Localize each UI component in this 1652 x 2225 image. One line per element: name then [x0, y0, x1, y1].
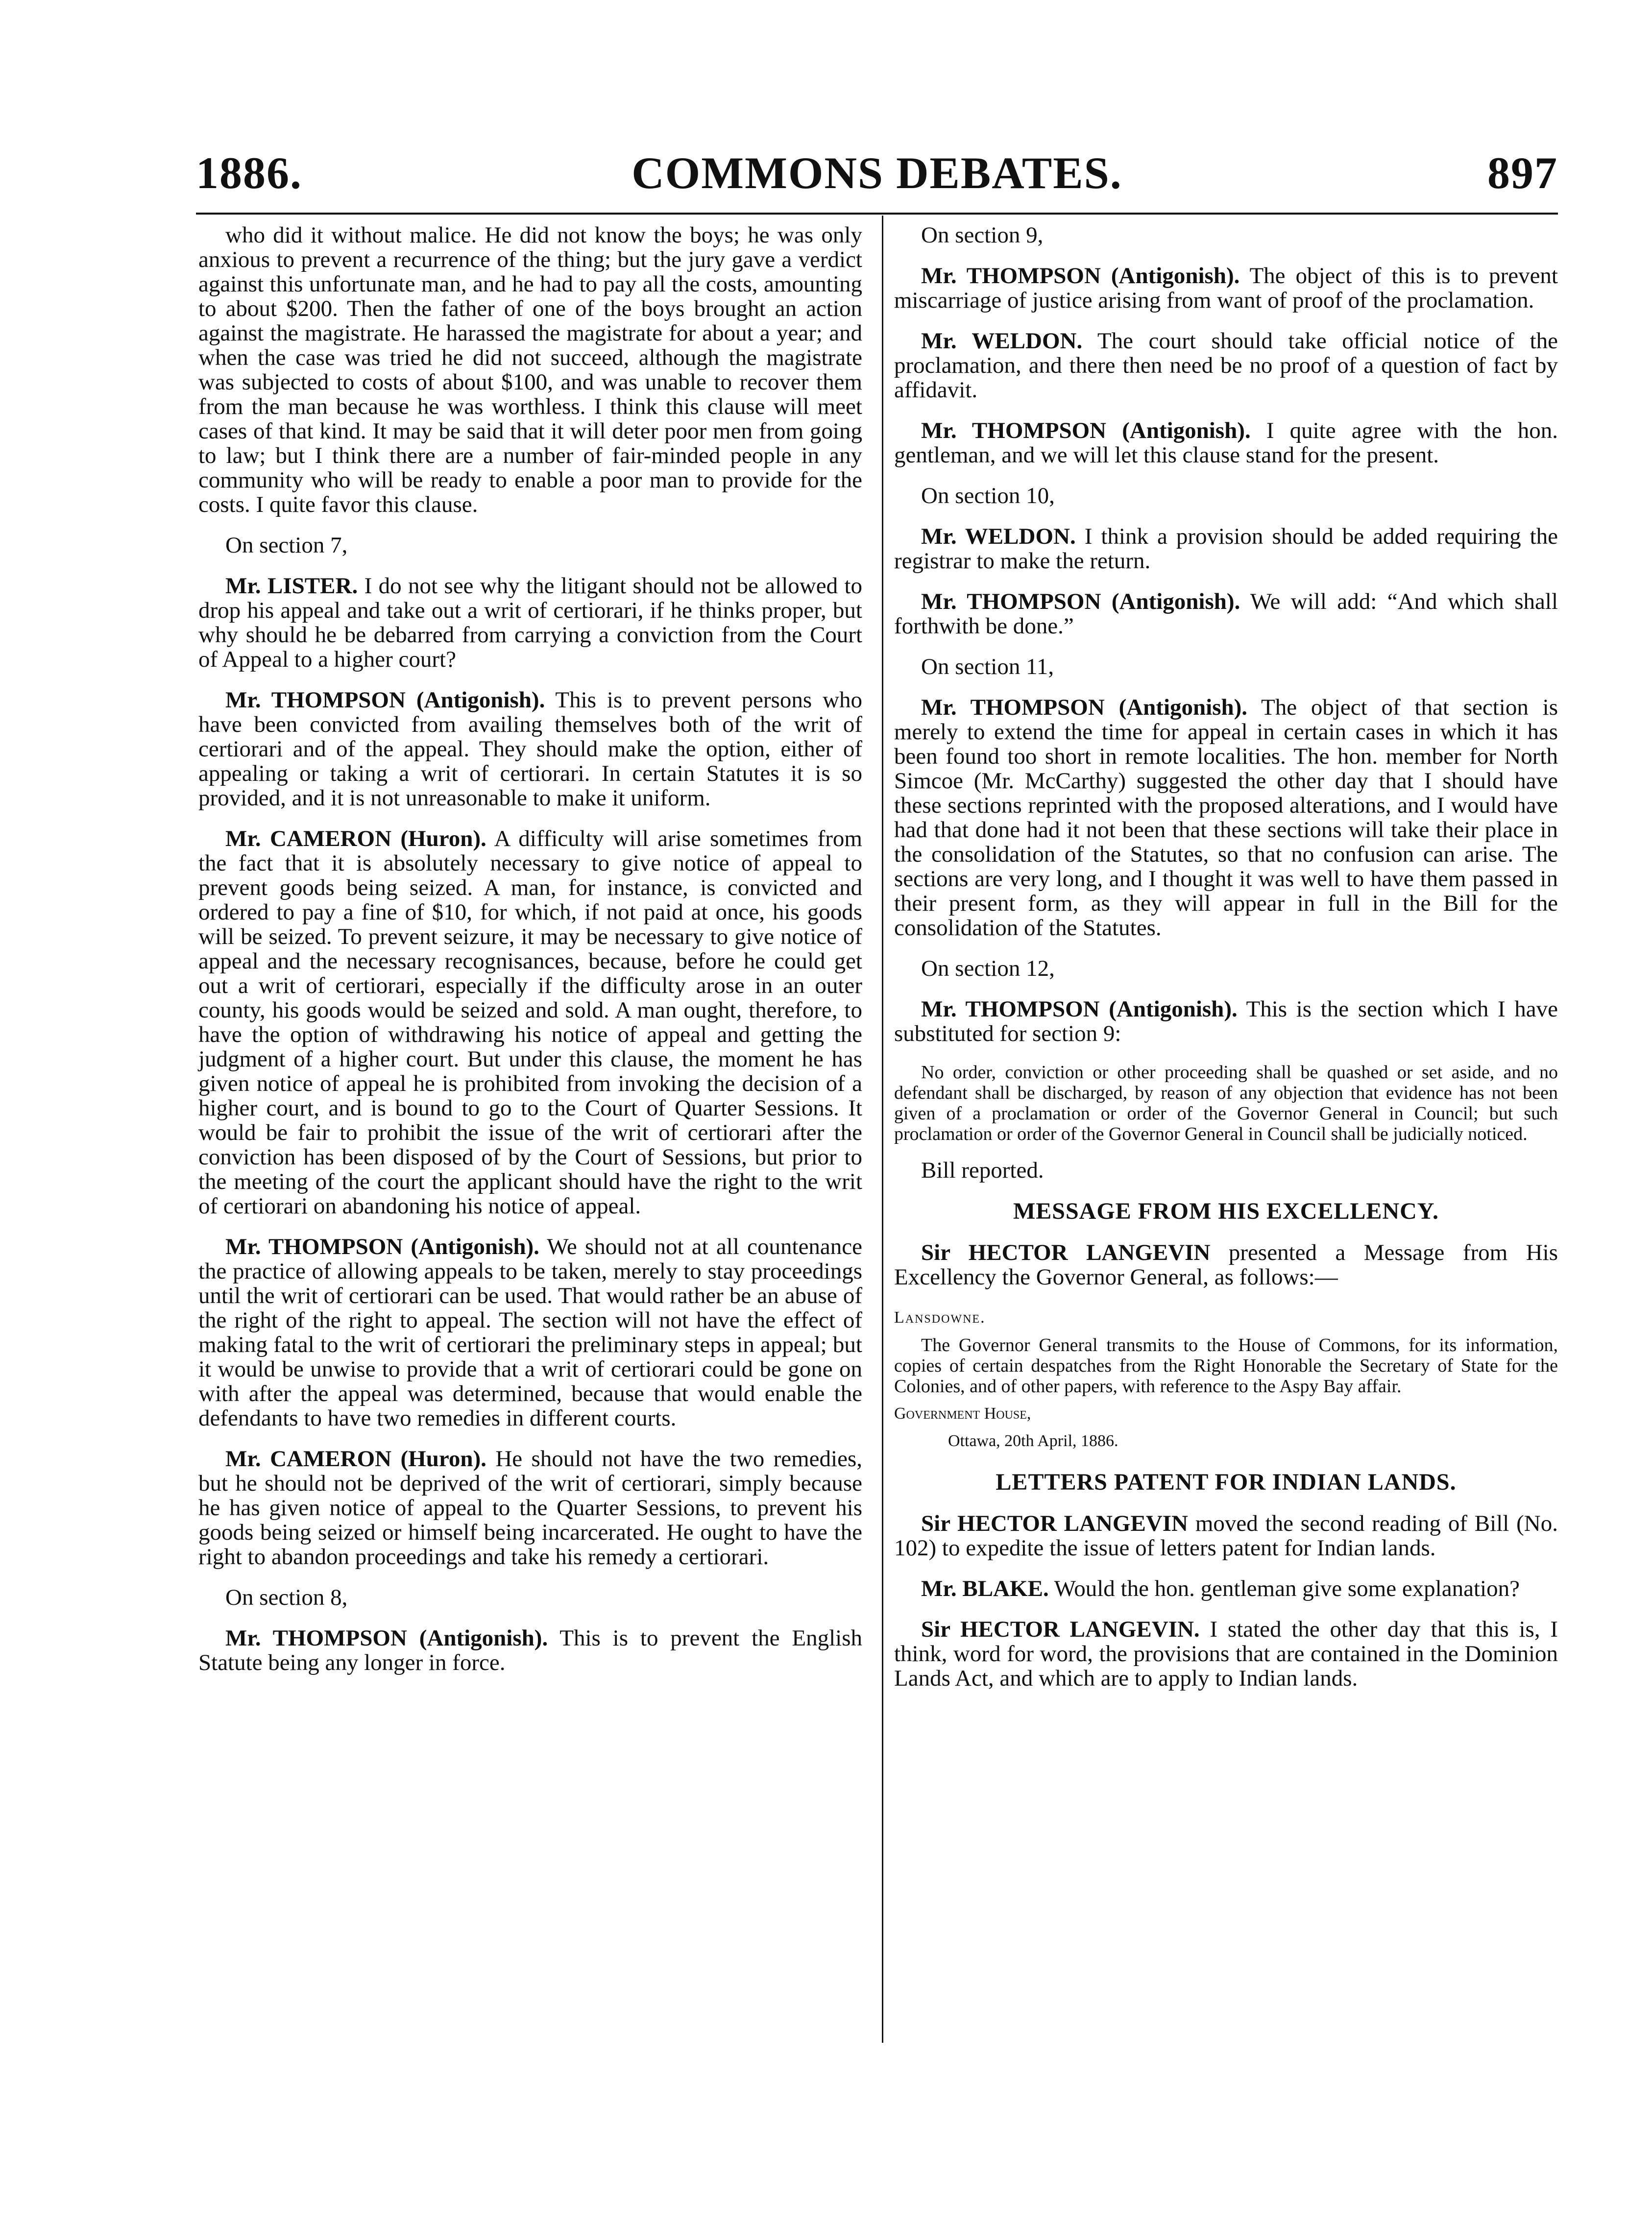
paragraph: Mr. THOMPSON (Antigonish). The object of this is to prevent miscarriage of justice arising from want of proof of the proclamation. — [894, 263, 1558, 313]
message-date: Ottawa, 20th April, 1886. — [948, 1432, 1118, 1450]
paragraph: Mr. CAMERON (Huron). He should not have the two remedies, but he should not be deprived of the writ of certiorari, simply because he has given notice of appeal to the Quarter Sessions, to prevent his goods being seized or himself being incarcerated. He ought to have the right to abandon proceedings and take his remedy a certiorari. — [198, 1446, 862, 1570]
paragraph: On section 10, — [921, 483, 1055, 508]
paragraph: Sir HECTOR LANGEVIN. I stated the other day that this is, I think, word for word, the provisions that are contained in the Dominion Lands Act, and which are to apply to Indian lands. — [894, 1617, 1558, 1691]
message-signature: Lansdowne. — [894, 1308, 986, 1327]
paragraph: Mr. THOMPSON (Antigonish). We will add: “And which shall forthwith be done.” — [894, 589, 1558, 639]
paragraph: Sir HECTOR LANGEVIN moved the second reading of Bill (No. 102) to expedite the issue of letters patent for Indian lands. — [894, 1511, 1558, 1561]
message-place: Government House, — [894, 1404, 1031, 1423]
paragraph: Mr. BLAKE. Would the hon. gentleman give some explanation? — [921, 1576, 1520, 1601]
header-rule — [196, 213, 1558, 215]
paragraph: Mr. CAMERON (Huron). A difficulty will arise sometimes from the fact that it is absolutely necessary to give notice of appeal to prevent goods being seized. A man, for instance, is convicted and ordered to pay a fine of $10, for which, if not paid at once, his goods will be seized. To prevent seizure, it may be necessary to give notice of appeal and the necessary recognisances, because, before he could get out a writ of certiorari, especially if the difficulty arose in an outer county, his goods would be seized and sold. A man ought, therefore, to have the option of withdrawing his notice of appeal and getting the judgment of a higher court. But under this clause, the moment he has given notice of appeal he is prohibited from invoking the decision of a higher court, and is bound to go to the Court of Quarter Sessions. It would be fair to prohibit the issue of the writ of certiorari after the conviction has been disposed of by the Court of Sessions, but prior to the meeting of the court the applicant should have the right to the writ of certiorari on abandoning his notice of appeal. — [198, 826, 862, 1219]
paragraph: Mr. THOMPSON (Antigonish). This is to prevent persons who have been convicted from availing themselves both of the writ of certiorari and of the appeal. They should make the option, either of appealing or taking a writ of certiorari. In certain Statutes it is so provided, and it is not unreasonable to make it uniform. — [198, 687, 863, 811]
paragraph: Bill reported. — [921, 1158, 1044, 1183]
section-heading: MESSAGE FROM HIS EXCELLENCY. — [1013, 1198, 1439, 1224]
header-title: COMMONS DEBATES. — [632, 148, 1122, 198]
page-header — [196, 147, 1558, 216]
paragraph: On section 8, — [225, 1585, 348, 1610]
paragraph: On section 7, — [225, 532, 348, 558]
column-divider — [882, 216, 883, 2043]
left-column — [198, 223, 862, 1691]
paragraph: On section 12, — [921, 956, 1055, 981]
header-year: 1886. — [196, 148, 302, 198]
header-page-number: 897 — [1487, 148, 1558, 198]
right-column — [894, 223, 1558, 1707]
statute-quote: No order, conviction or other proceeding shall be quashed or set aside, and no defendant shall be discharged, by reason of any objection that evidence has not been given of a proclamation or order of the Governor General in Council; but such proclamation or order of the Governor General in Council shall be judicially noticed. — [894, 1062, 1558, 1144]
paragraph: Mr. THOMPSON (Antigonish). This is to prevent the English Statute being any longer in force. — [198, 1625, 863, 1675]
paragraph: Mr. WELDON. I think a provision should be added requiring the registrar to make the return. — [894, 524, 1558, 574]
paragraph: Sir HECTOR LANGEVIN presented a Message from His Excellency the Governor General, as follows:— — [894, 1240, 1558, 1290]
paragraph: Mr. THOMPSON (Antigonish). The object of that section is merely to extend the time for appeal in certain cases in which it has been found too short in remote localities. The hon. member for North Simcoe (Mr. McCarthy) suggested the other day that I should have these sections reprinted with the proposed alterations, and I would have had that done had it not been that these sections will take their place in the consolidation of the Statutes, so that no confusion can arise. The sections are very long, and I thought it was well to have them passed in their present form, as they will appear in full in the Bill for the consolidation of the Statutes. — [894, 695, 1558, 941]
paragraph: Mr. THOMPSON (Antigonish). I quite agree with the hon. gentleman, and we will let this clause stand for the present. — [894, 418, 1558, 468]
section-heading: LETTERS PATENT FOR INDIAN LANDS. — [996, 1469, 1457, 1495]
paragraph: On section 11, — [921, 654, 1054, 679]
paragraph: On section 9, — [921, 222, 1044, 248]
paragraph: who did it without malice. He did not know the boys; he was only anxious to prevent a recurrence of the thing; but the jury gave a verdict against this unfortunate man, and he had to pay all the costs, amounting to about $200. Then the father of one of the boys brought an action against the magistrate. He harassed the magistrate for about a year; and when the case was tried he did not succeed, although the magistrate was subjected to costs of about $100, and was unable to recover them from the man because he was worthless. I think this clause will meet cases of that kind. It may be said that it will deter poor men from going to law; but I think there are a number of fair-minded people in any community who will be ready to enable a poor man to provide for the costs. I quite favor this clause. — [198, 222, 862, 517]
paragraph: Mr. THOMPSON (Antigonish). This is the section which I have substituted for section 9: — [894, 996, 1558, 1046]
message-body: The Governor General transmits to the House of Commons, for its information, copies of certain despatches from the Right Honorable the Secretary of State for the Colonies, and of other papers, with reference to the Aspy Bay affair. — [894, 1335, 1558, 1397]
paragraph: Mr. THOMPSON (Antigonish). We should not at all countenance the practice of allowing appeals to be taken, merely to stay proceedings until the writ of certiorari can be used. That would rather be an abuse of the right of the right to appeal. The section will not have the effect of making fatal to the writ of certiorari the preliminary steps in appeal; but it would be unwise to provide that a writ of certiorari could be gone on with after the appeal was determined, because that would enable the defendants to have two remedies in different courts. — [198, 1234, 863, 1431]
paragraph: Mr. WELDON. The court should take official notice of the proclamation, and there then need be no proof of a question of fact by affidavit. — [894, 328, 1558, 403]
paragraph: Mr. LISTER. I do not see why the litigant should not be allowed to drop his appeal and take out a writ of certiorari, if he thinks proper, but why should he be debarred from carrying a conviction from the Court of Appeal to a higher court? — [198, 573, 863, 672]
